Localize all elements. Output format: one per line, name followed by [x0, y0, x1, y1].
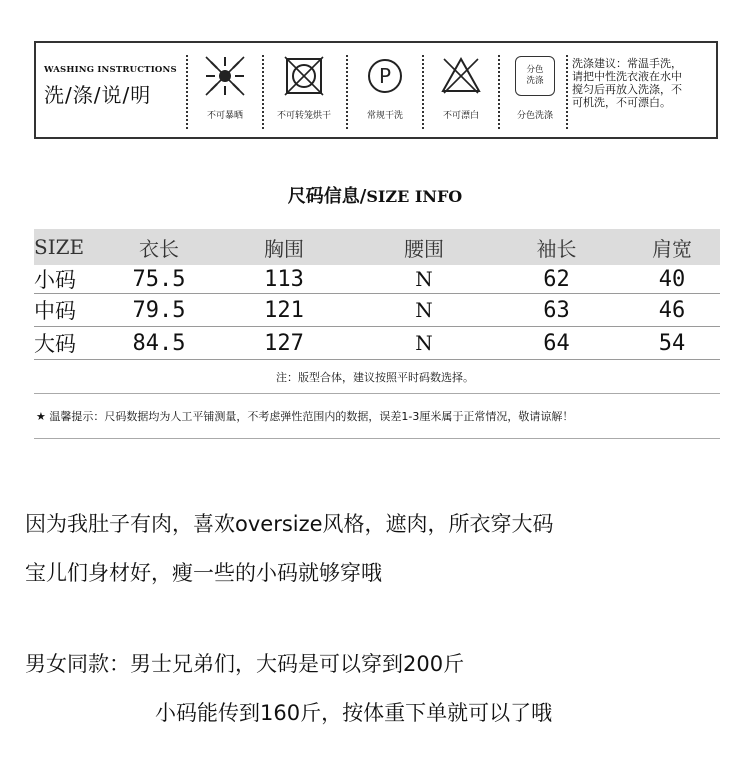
washing-tip-line: 请把中性洗衣液在水中	[572, 70, 682, 83]
size-table	[34, 229, 720, 360]
divider-line	[34, 438, 720, 439]
chest-cell: 113	[264, 266, 304, 292]
shoulder-cell: 46	[658, 297, 686, 323]
length-cell: 75.5	[132, 266, 186, 292]
divider	[566, 55, 568, 129]
wash-item-label: 不可漂白	[442, 111, 479, 121]
svg-text:P: P	[378, 64, 392, 88]
washing-title-zh: 洗/涤/说/明	[44, 83, 152, 107]
chest-cell: 121	[264, 297, 304, 323]
length-cell: 79.5	[132, 297, 186, 323]
divider-line	[34, 393, 720, 394]
washing-title-en: WASHING INSTRUCTIONS	[44, 65, 177, 75]
chest-cell: 127	[264, 330, 304, 356]
dry-clean-p-icon	[362, 53, 408, 99]
waist-cell: N	[415, 331, 433, 355]
separate-wash-icon-text: 分色	[526, 65, 544, 75]
wash-item-label: 常规干洗	[366, 111, 403, 121]
table-row	[34, 327, 720, 360]
size-cell: 中码	[34, 299, 76, 323]
separate-wash-icon-text: 洗涤	[526, 76, 544, 86]
wash-item-label: 分色洗涤	[516, 111, 553, 121]
fit-note: 注：版型合体，建议按照平时码数选择。	[276, 371, 474, 384]
size-info-title	[0, 182, 750, 208]
washing-instructions-panel	[34, 41, 718, 139]
header-shoulder: 肩宽	[652, 236, 692, 261]
washing-tip	[572, 57, 714, 109]
size-cell: 大码	[34, 332, 76, 356]
separate-wash-icon	[515, 56, 555, 96]
table-row	[34, 265, 720, 294]
sleeve-cell: 63	[543, 297, 570, 323]
size-info-title-zh: 尺码信息/	[287, 186, 367, 207]
header-sleeve: 袖长	[536, 236, 577, 261]
measurement-reminder: ★ 温馨提示：尺码数据均为人工平铺测量，不考虑弹性范围内的数据，误差1-3厘米属于正常情况，敬请谅解！	[36, 410, 574, 423]
wash-item-no-sun	[188, 53, 262, 121]
description-line-4: 小码能传到160斤，按体重下单就可以了哦	[155, 701, 553, 725]
size-cell: 小码	[34, 268, 76, 292]
sleeve-cell: 62	[543, 266, 570, 292]
waist-cell: N	[415, 267, 433, 291]
wash-item-label: 不可转笼烘干	[276, 111, 331, 121]
table-row	[34, 294, 720, 327]
length-cell: 84.5	[132, 330, 186, 356]
washing-tip-line: 洗涤建议：常温手洗，	[572, 57, 682, 70]
waist-cell: N	[415, 298, 433, 322]
washing-title	[44, 65, 184, 108]
washing-tip-line: 可机洗，不可漂白。	[572, 96, 671, 109]
washing-tip-line: 搅匀后再放入洗涤，不	[572, 83, 682, 96]
wash-item-no-tumble-dry	[264, 53, 344, 121]
no-bleach-icon	[438, 53, 484, 99]
description-line-2: 宝儿们身材好，瘦一些的小码就够穿哦	[25, 561, 382, 585]
shoulder-cell: 54	[658, 330, 686, 356]
wash-item-separate-wash	[498, 53, 572, 121]
size-table-header	[34, 229, 720, 265]
description-line-1: 因为我肚子有肉，喜欢oversize风格，遮肉，所衣穿大码	[25, 512, 554, 536]
header-length: 衣长	[139, 236, 179, 261]
header-size: SIZE	[34, 235, 85, 259]
no-sun-icon	[202, 53, 248, 99]
description-line-3: 男女同款：男士兄弟们，大码是可以穿到200斤	[25, 652, 465, 676]
no-tumble-dry-icon	[281, 53, 327, 99]
header-chest: 胸围	[264, 236, 304, 261]
shoulder-cell: 40	[658, 266, 686, 292]
size-info-title-en: SIZE INFO	[366, 187, 463, 206]
wash-item-no-bleach	[424, 53, 498, 121]
header-waist: 腰围	[404, 236, 444, 261]
wash-item-dry-clean	[348, 53, 422, 121]
wash-item-label: 不可暴晒	[206, 111, 243, 121]
sleeve-cell: 64	[543, 330, 570, 356]
